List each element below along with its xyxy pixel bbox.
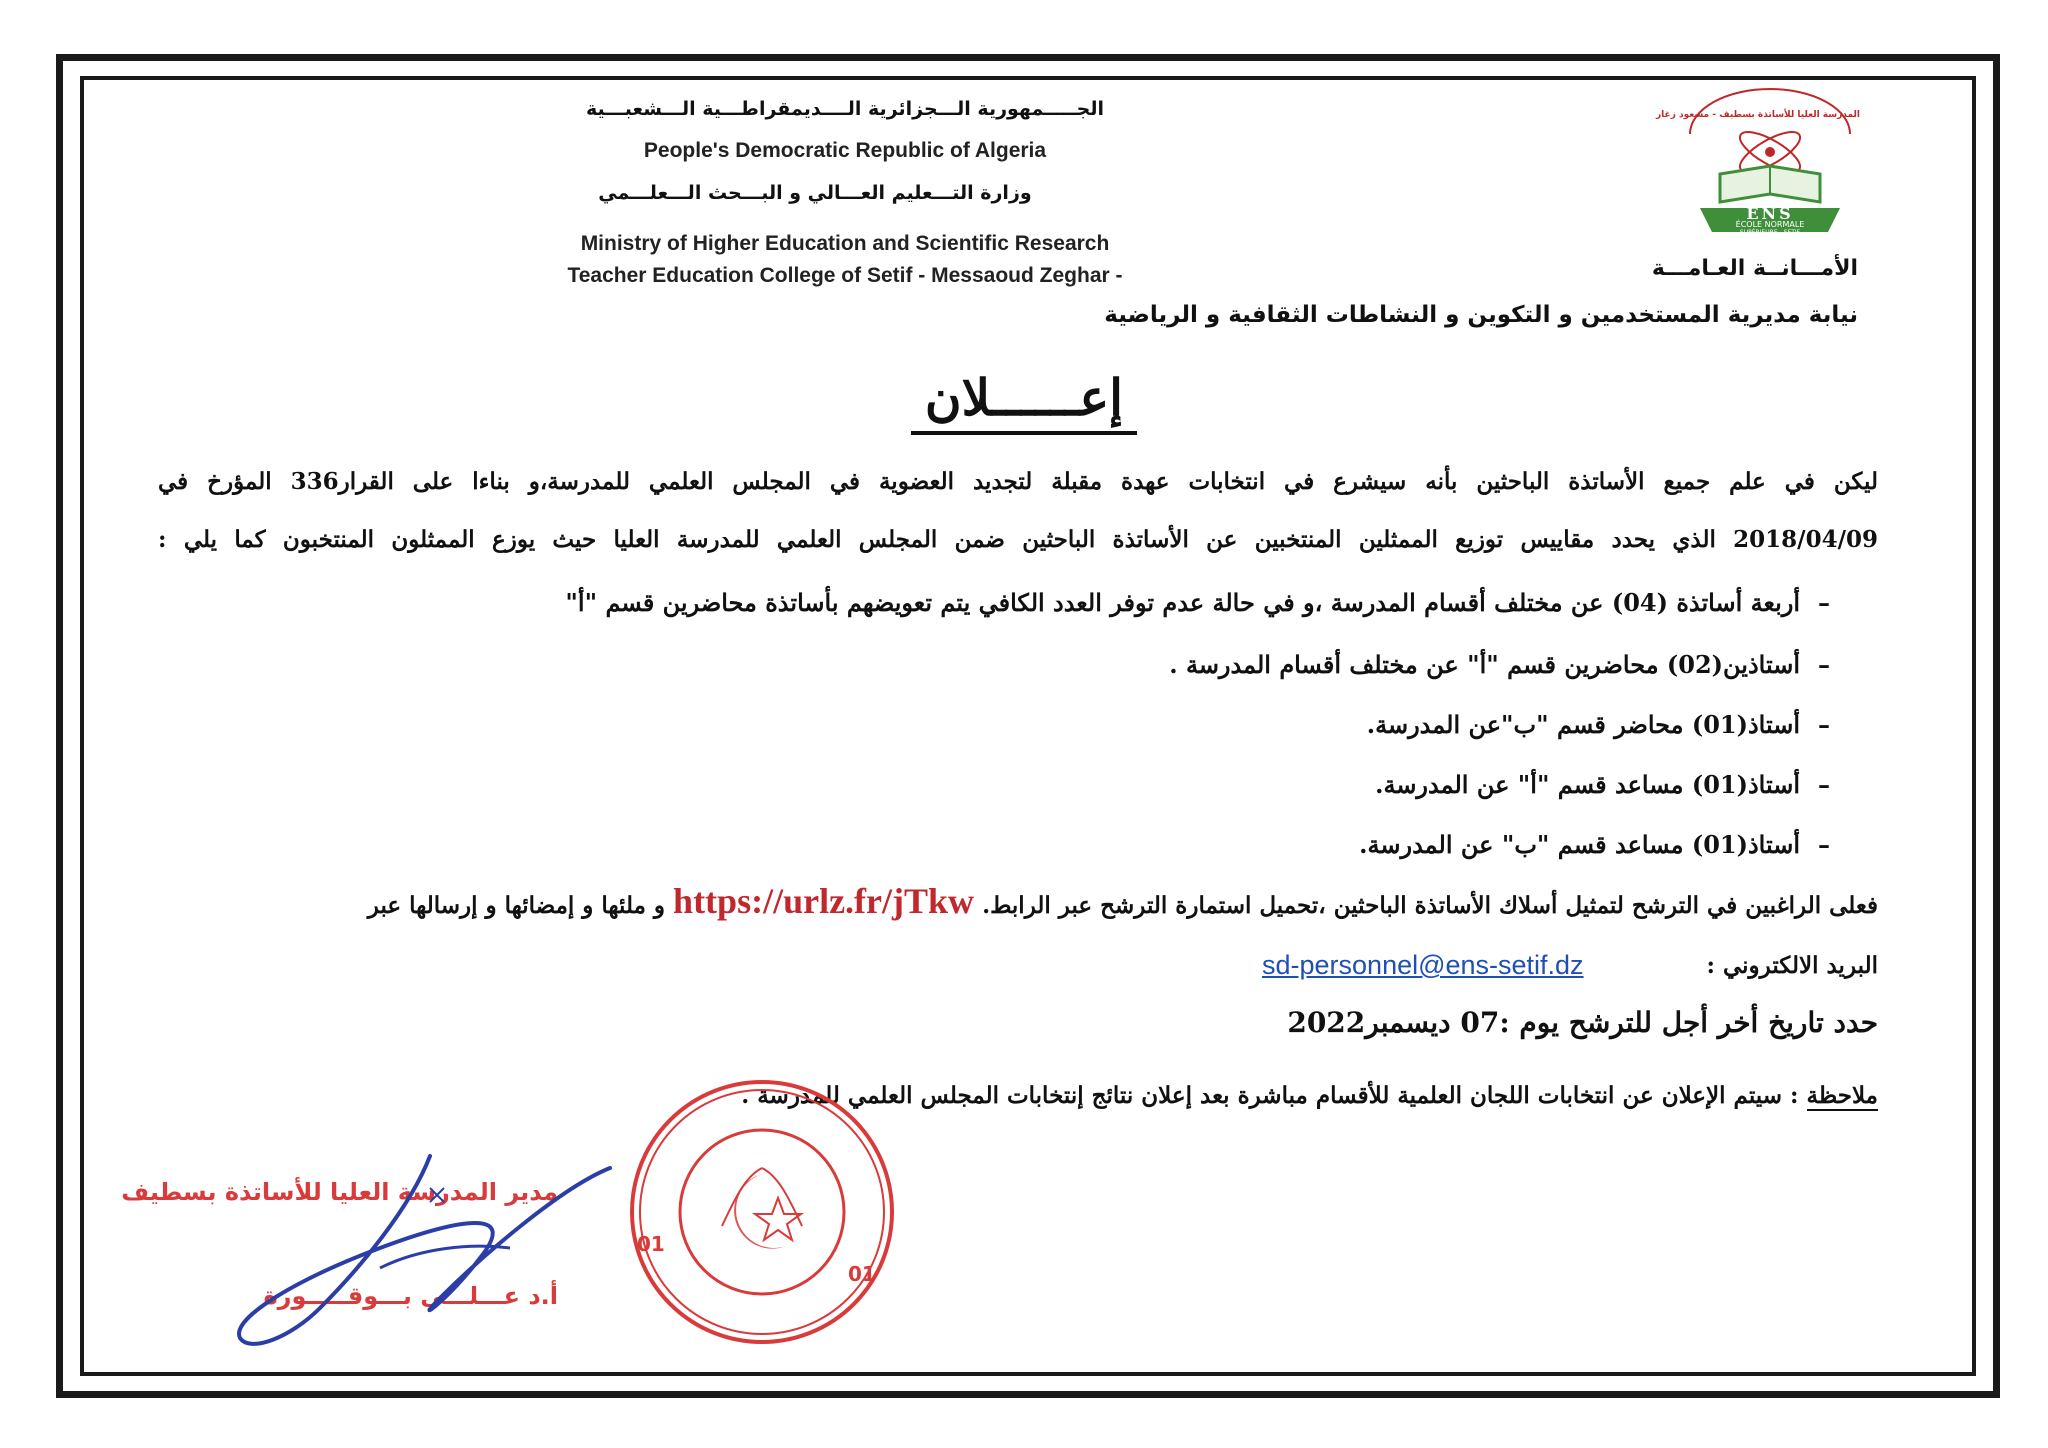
logo-text: ENS (1746, 204, 1794, 223)
official-stamp (626, 1076, 898, 1348)
secretariat-label: الأمـــانــة العـامـــة (1651, 256, 1858, 281)
bullet-dash: – (1818, 650, 1830, 679)
list-item (1367, 710, 1848, 739)
apply-text-after: و ملئها و إمضائها و إرسالها عبر (367, 892, 666, 919)
email-label: البريد الالكتروني : (1706, 952, 1878, 979)
paragraph-line-2: 2018/04/09 الذي يحدد مقاييس توزيع الممثلين المنتخبين عن الأساتذة الباحثين ضمن المجلس العلمي للمدرسة العليا حيث يوزع الممثلون المنتخبون كما يلي : (158, 526, 1878, 553)
form-link[interactable]: https://urlz.fr/jTkw (673, 881, 975, 921)
ens-logo (1656, 104, 1880, 244)
logo-sub2: SUPÉRIEURE - SETIF (1739, 229, 1801, 236)
list-item-text: أستاذين(02) محاضرين قسم "أ" عن مختلف أقسام المدرسة . (1169, 650, 1800, 679)
logo-arc-text: المدرسة العليا للأساتذة بسطيف - مسعود زغار (1656, 110, 1860, 120)
list-item (565, 588, 1848, 617)
deadline-text: حدد تاريخ أخر أجل للترشح يوم :07 ديسمبر2022 (1287, 1006, 1878, 1039)
logo-sub1: ÉCOLE NORMALE (1735, 220, 1805, 229)
college-en: Teacher Education College of Setif - Messaoud Zeghar - (567, 264, 1123, 287)
stamp-number-right: 01 (848, 1262, 876, 1286)
announcement-title (0, 368, 2048, 435)
handwritten-signature (180, 1148, 620, 1358)
bullet-dash: – (1818, 770, 1830, 799)
announcement-title-text: إعــــــلان (911, 368, 1137, 435)
list-item (1359, 830, 1848, 859)
bullet-dash: – (1818, 830, 1830, 859)
bullet-dash: – (1818, 588, 1830, 617)
email-link[interactable]: sd-personnel@ens-setif.dz (1262, 950, 1584, 980)
list-item-text: أستاذ(01) مساعد قسم "أ" عن المدرسة. (1375, 770, 1800, 799)
apply-line (368, 880, 1878, 922)
subdirectorate-label: نيابة مديرية المستخدمين و التكوين و النشاطات الثقافية و الرياضية (1104, 302, 1858, 328)
director-title: مدير المدرسة العليا للأساتذة بسطيف (121, 1178, 558, 1206)
paragraph-line-1: ليكن في علم جميع الأساتذة الباحثين بأنه سيشرع في انتخابات عهدة مقبلة لتجديد العضوية في المجلس العلمي للمدرسة،و بناءا على القرار336 المؤرخ في (158, 468, 1878, 495)
republic-en: People's Democratic Republic of Algeria (643, 139, 1047, 162)
list-item (1375, 770, 1848, 799)
note-text: : سيتم الإعلان عن انتخابات اللجان العلمية للأقسام مباشرة بعد إعلان نتائج إنتخابات المجلس العلمي للمدرسة . (741, 1082, 1799, 1109)
stamp-number-left: 01 (637, 1232, 665, 1256)
list-item (1169, 650, 1848, 679)
list-item-text: أستاذ(01) محاضر قسم "ب"عن المدرسة. (1366, 710, 1800, 739)
ministry-ar: وزارة التـــعليم العـــالي و البـــحث الـــعلـــمي (598, 182, 1032, 204)
note-label: ملاحظة (1806, 1082, 1878, 1109)
ministry-en: Ministry of Higher Education and Scientific Research (580, 232, 1110, 255)
director-name: أ.د عـــلـــي بـــوقـــــورة (263, 1282, 558, 1310)
apply-text-before: فعلى الراغبين في الترشح لتمثيل أسلاك الأساتذة الباحثين ،تحميل استمارة الترشح عبر الرابط. (982, 892, 1878, 919)
list-item-text: أربعة أساتذة (04) عن مختلف أقسام المدرسة ،و في حالة عدم توفر العدد الكافي يتم تعويضهم بأساتذة محاضرين قسم "أ" (565, 588, 1800, 617)
republic-ar: الجـــــمهورية الـــجزائرية الــــديمقراطـــية الـــشعبـــية (585, 98, 1105, 120)
list-item-text: أستاذ(01) مساعد قسم "ب" عن المدرسة. (1359, 830, 1800, 859)
note-line (741, 1082, 1878, 1109)
bullet-dash: – (1818, 710, 1830, 739)
